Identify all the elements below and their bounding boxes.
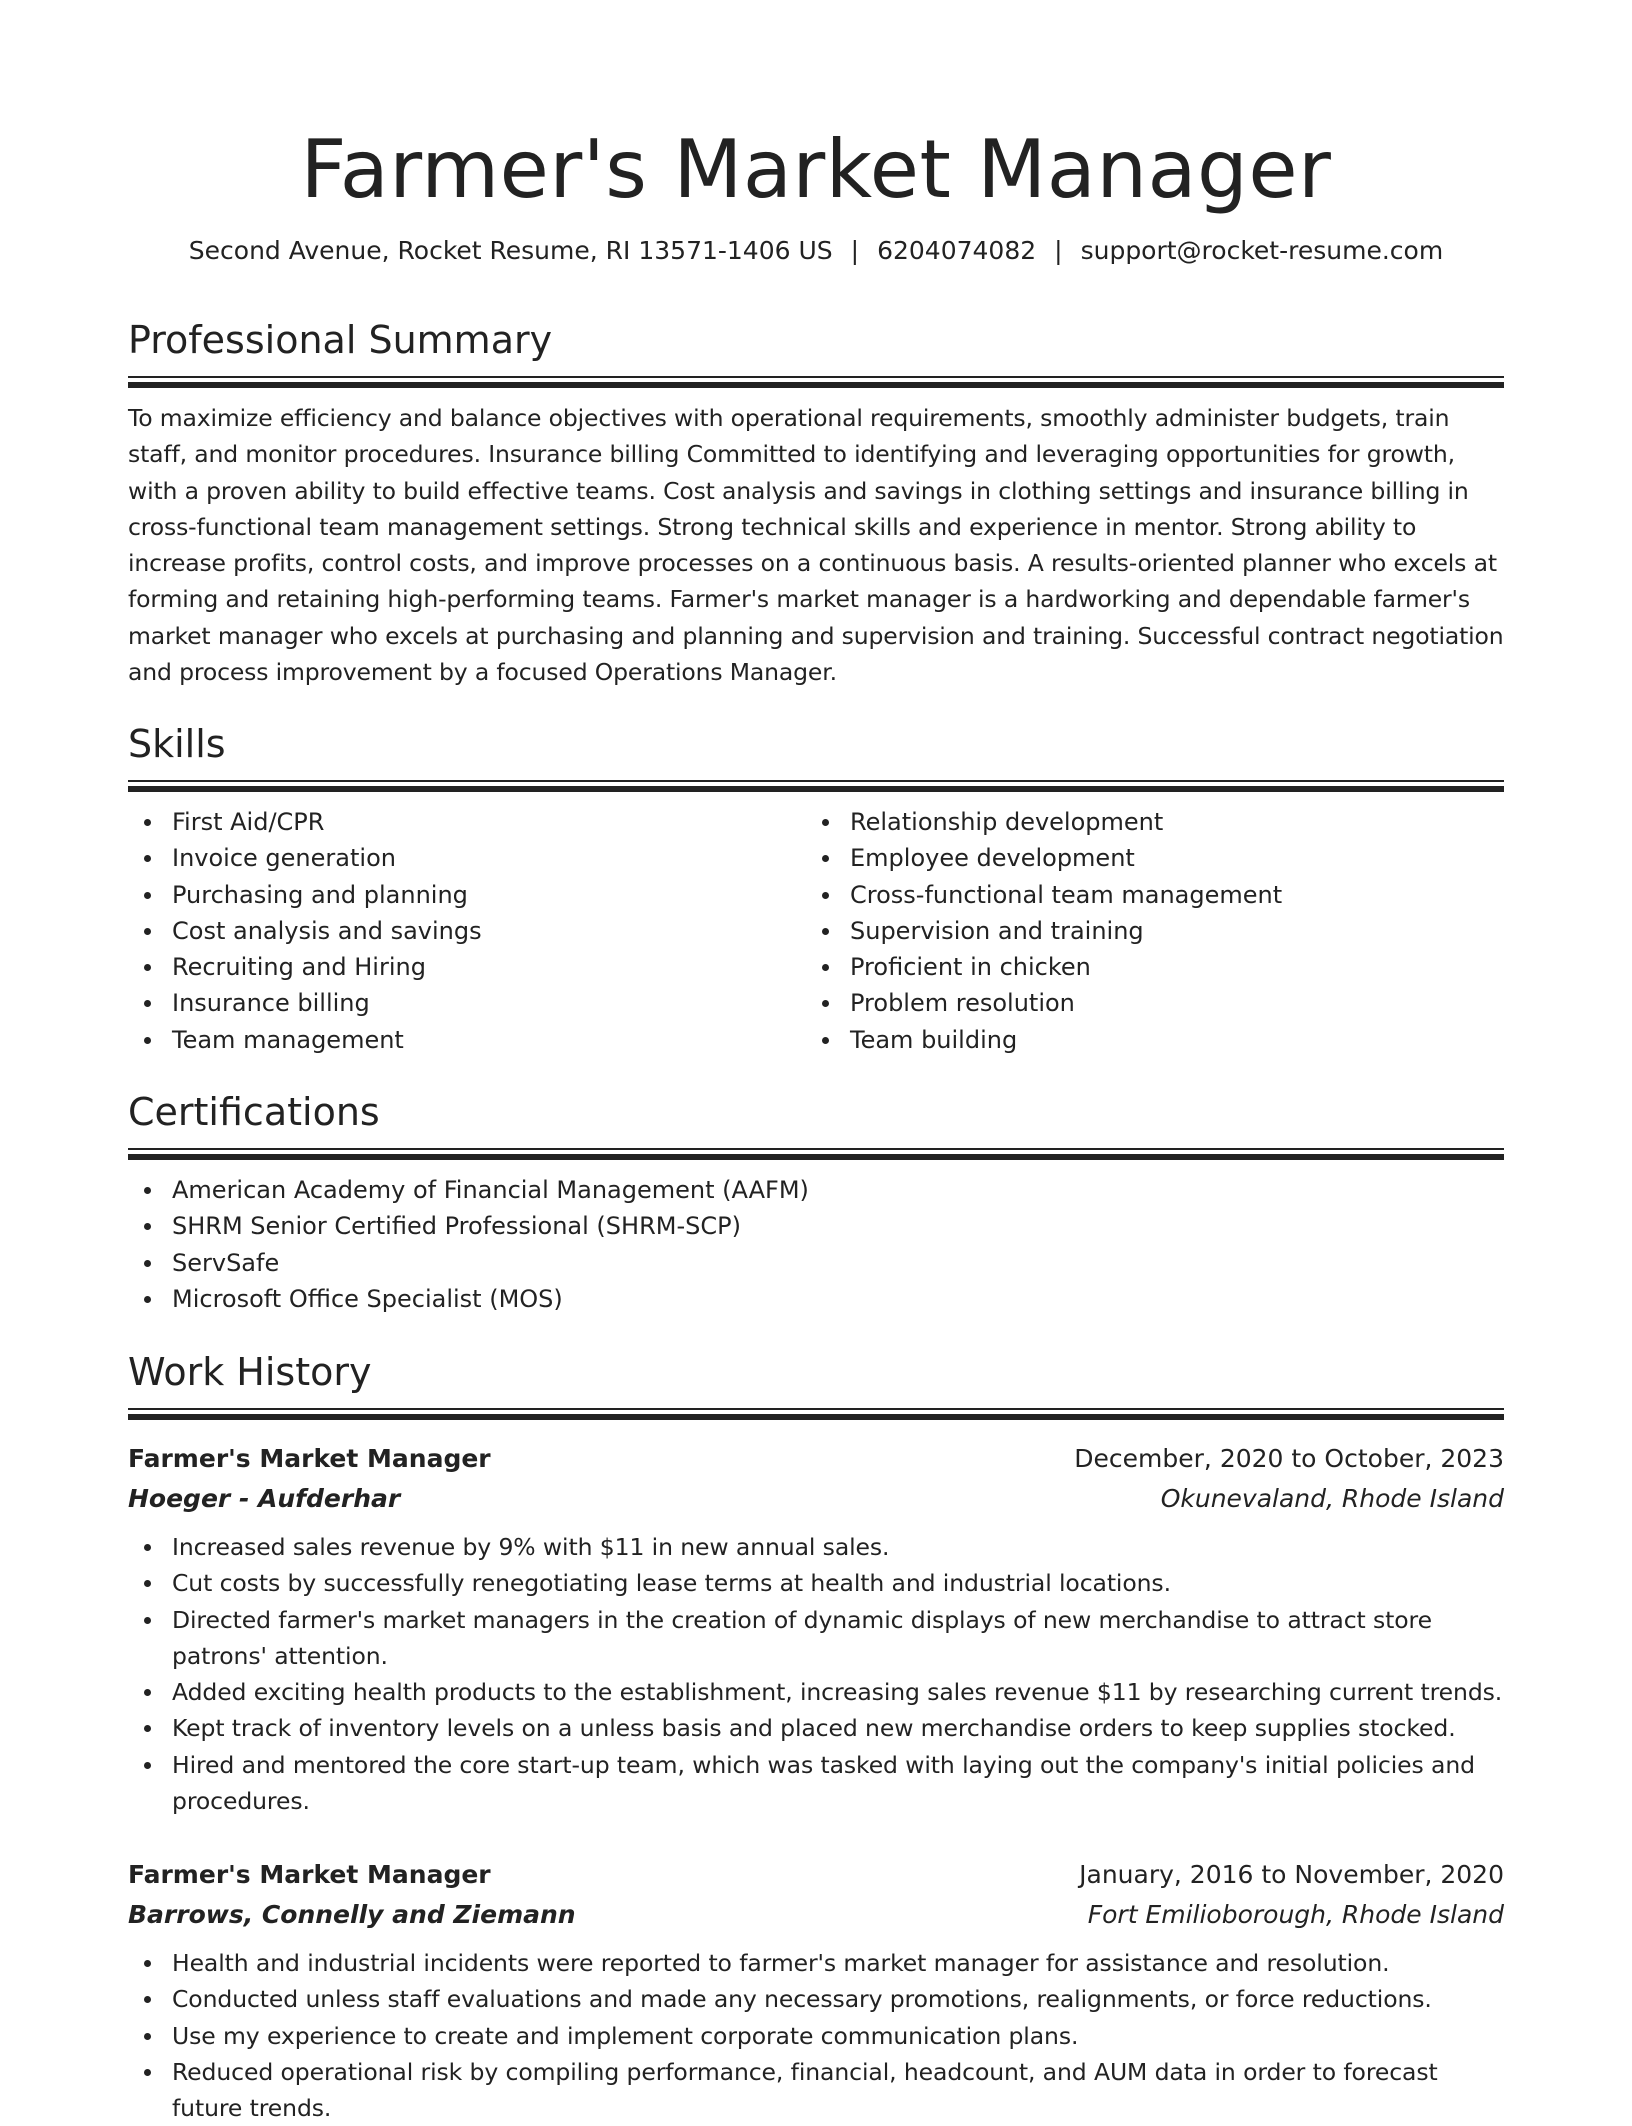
job-location: Fort Emilioborough, Rhode Island: [1087, 1900, 1504, 1929]
job-bullet: Health and industrial incidents were reported to farmer's market manager for assistance and resolution.: [128, 1945, 1504, 1981]
job-bullet-list: [128, 1529, 1504, 1819]
summary-heading: Professional Summary: [128, 318, 553, 362]
job-location: Okunevaland, Rhode Island: [1160, 1484, 1504, 1513]
section-divider: [128, 780, 1504, 792]
skill-item: Insurance billing: [128, 985, 806, 1021]
certifications-section: [128, 1088, 1504, 1317]
skill-item: Recruiting and Hiring: [128, 949, 806, 985]
skill-item: Purchasing and planning: [128, 877, 806, 913]
job-bullet: Reduced operational risk by compiling performance, financial, headcount, and AUM data in order to forecast future trends.: [128, 2054, 1504, 2126]
certification-item: Microsoft Office Specialist (MOS): [128, 1281, 1504, 1317]
skill-item: Problem resolution: [806, 985, 1484, 1021]
contact-email[interactable]: support@rocket-resume.com: [1080, 236, 1444, 265]
job-bullet: Hired and mentored the core start-up team, which was tasked with laying out the company's initial policies and procedures.: [128, 1747, 1504, 1820]
skill-item: First Aid/CPR: [128, 804, 806, 840]
contact-separator: |: [1054, 236, 1063, 265]
resume-page: [128, 0, 1504, 2123]
work-history-section: [128, 1348, 1504, 1420]
job-header-row: [128, 1439, 1504, 1479]
certification-item: ServSafe: [128, 1245, 1504, 1281]
job-bullet: Directed farmer's market managers in the creation of dynamic displays of new merchandise to attract store patrons' attention.: [128, 1602, 1504, 1675]
job-subheader-row: [128, 1895, 1504, 1935]
job-bullet: Added exciting health products to the establishment, increasing sales revenue $11 by researching current trends.: [128, 1674, 1504, 1710]
job-dates: December, 2020 to October, 2023: [1074, 1444, 1504, 1473]
job-title: Farmer's Market Manager: [128, 1444, 491, 1473]
job-dates: January, 2016 to November, 2020: [1079, 1860, 1504, 1889]
job-bullet-list: [128, 1945, 1504, 2126]
job-header-row: [128, 1855, 1504, 1895]
job-company: Hoeger - Aufderhar: [128, 1484, 401, 1513]
skill-item: Cross-functional team management: [806, 877, 1484, 913]
job-bullet: Use my experience to create and implement corporate communication plans.: [128, 2018, 1504, 2054]
summary-text: To maximize efficiency and balance objectives with operational requirements, smoothly administer budgets, train staff, and monitor procedures. Insurance billing Committed to identifying and leveraging opportunities for growth, with a proven ability to build effective teams. Cost analysis and savings in clothing settings and insurance billing in cross-functional team management settings. Strong technical skills and experience in mentor. Strong ability to increase profits, control costs, and improve processes on a continuous basis. A results-oriented planner who excels at forming and retaining high-performing teams. Farmer's market manager is a hardworking and dependable farmer's market manager who excels at purchasing and planning and supervision and training. Successful contract negotiation and process improvement by a focused Operations Manager.: [128, 404, 1504, 687]
job-title: Farmer's Market Manager: [128, 1860, 491, 1889]
contact-address: Second Avenue, Rocket Resume, RI 13571-1406 US: [188, 236, 833, 265]
job-bullet: Conducted unless staff evaluations and made any necessary promotions, realignments, or force reductions.: [128, 1981, 1504, 2017]
skills-heading: Skills: [128, 722, 226, 766]
skill-item: Relationship development: [806, 804, 1484, 840]
summary-section: [128, 316, 1504, 690]
certification-item: American Academy of Financial Management (AAFM): [128, 1172, 1504, 1208]
skills-grid: [128, 804, 1504, 1058]
skill-item: Employee development: [806, 840, 1484, 876]
job-entry: [128, 1439, 1504, 1819]
skills-left-column: [128, 804, 806, 1058]
job-bullet: Kept track of inventory levels on a unless basis and placed new merchandise orders to keep supplies stocked.: [128, 1710, 1504, 1746]
job-bullet: Cut costs by successfully renegotiating lease terms at health and industrial locations.: [128, 1565, 1504, 1601]
skills-right-column: [806, 804, 1484, 1058]
skill-item: Invoice generation: [128, 840, 806, 876]
contact-line: [128, 234, 1504, 268]
contact-separator: |: [850, 236, 860, 265]
job-entry: [128, 1855, 1504, 2126]
certifications-list: [128, 1172, 1504, 1317]
skill-item: Cost analysis and savings: [128, 913, 806, 949]
job-subheader-row: [128, 1479, 1504, 1519]
work-history-heading: Work History: [128, 1350, 372, 1394]
job-bullet: Increased sales revenue by 9% with $11 in new annual sales.: [128, 1529, 1504, 1565]
contact-phone: 6204074082: [877, 236, 1037, 265]
skill-item: Proficient in chicken: [806, 949, 1484, 985]
candidate-name: Farmer's Market Manager: [300, 123, 1332, 216]
skill-item: Supervision and training: [806, 913, 1484, 949]
job-company: Barrows, Connelly and Ziemann: [128, 1900, 576, 1929]
section-divider: [128, 1148, 1504, 1160]
certifications-heading: Certifications: [128, 1090, 380, 1134]
skill-item: Team building: [806, 1022, 1484, 1058]
skill-item: Team management: [128, 1022, 806, 1058]
skills-section: [128, 720, 1504, 1058]
certification-item: SHRM Senior Certified Professional (SHRM-SCP): [128, 1208, 1504, 1244]
section-divider: [128, 376, 1504, 388]
section-divider: [128, 1408, 1504, 1420]
